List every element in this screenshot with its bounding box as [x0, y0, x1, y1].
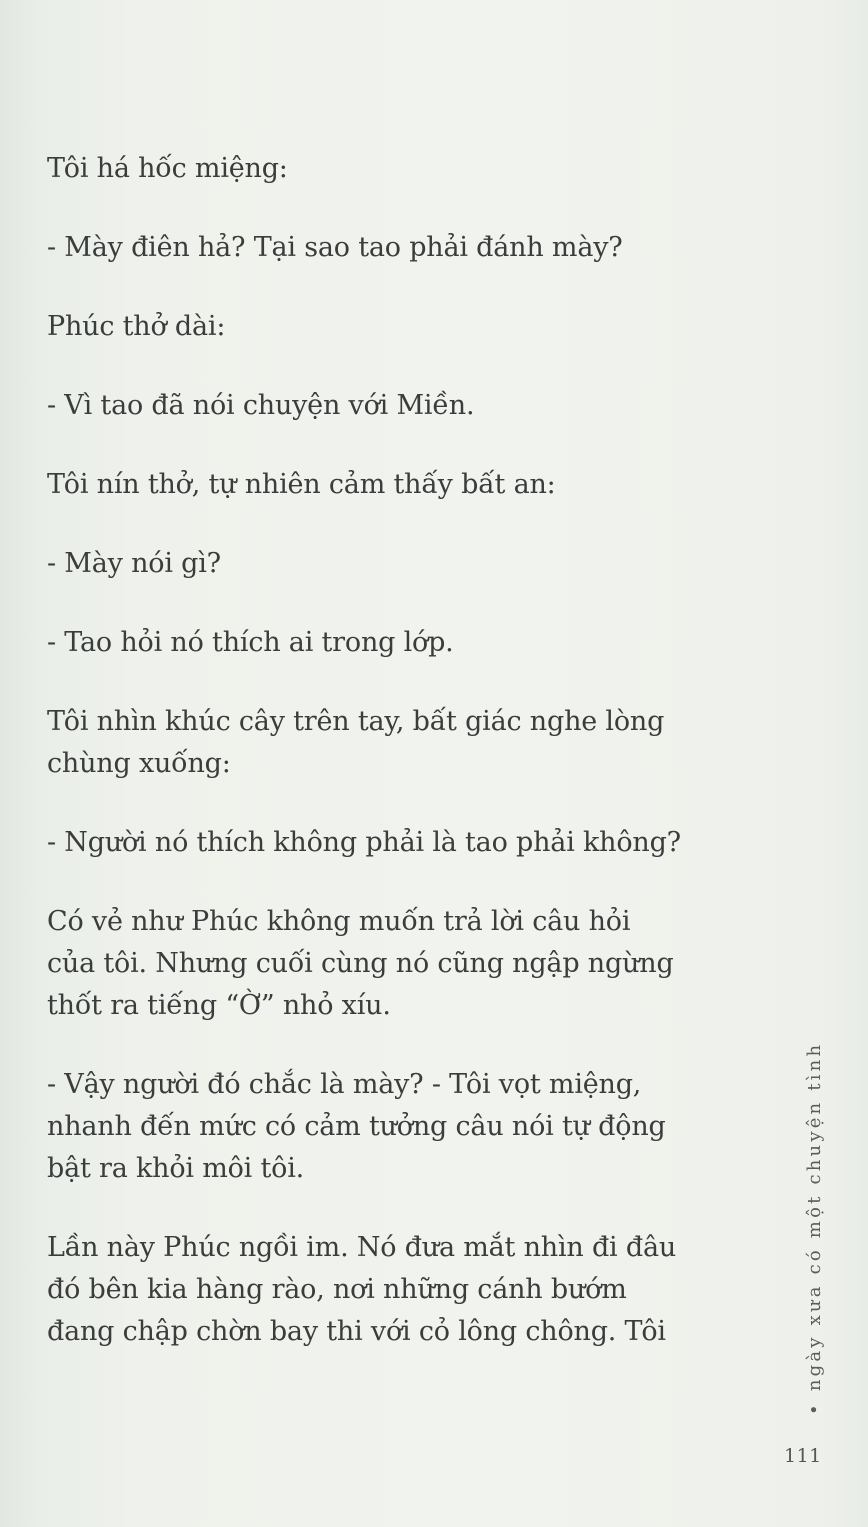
- text-line: của tôi. Nhưng cuối cùng nó cũng ngập ngừng: [47, 948, 674, 979]
- paragraph: [47, 385, 727, 427]
- text-line: bật ra khỏi môi tôi.: [47, 1153, 305, 1184]
- paragraph: [47, 822, 727, 864]
- paragraph: [47, 901, 727, 1027]
- paragraph: [47, 622, 727, 664]
- page-number: 111: [784, 1445, 822, 1467]
- running-head-text: [804, 1042, 825, 1415]
- paragraph: [47, 1227, 727, 1353]
- text-line: - Tao hỏi nó thích ai trong lớp.: [47, 627, 454, 658]
- text-line: Tôi nín thở, tự nhiên cảm thấy bất an:: [47, 469, 556, 500]
- paragraph: [47, 306, 727, 348]
- text-line: thốt ra tiếng “Ờ” nhỏ xíu.: [47, 990, 391, 1021]
- text-line: chùng xuống:: [47, 748, 231, 779]
- paragraph: [47, 1064, 727, 1190]
- text-line: - Vì tao đã nói chuyện với Miền.: [47, 390, 475, 421]
- running-head: [798, 975, 858, 1415]
- paragraph: [47, 701, 727, 785]
- text-line: đó bên kia hàng rào, nơi những cánh bướm: [47, 1274, 627, 1305]
- text-line: - Vậy người đó chắc là mày? - Tôi vọt miệng,: [47, 1069, 642, 1100]
- text-line: Phúc thở dài:: [47, 311, 226, 342]
- body-text: [47, 148, 727, 1390]
- text-line: - Mày điên hả? Tại sao tao phải đánh mày?: [47, 232, 623, 263]
- text-line: - Người nó thích không phải là tao phải không?: [47, 827, 681, 858]
- text-line: Lần này Phúc ngồi im. Nó đưa mắt nhìn đi đâu: [47, 1232, 677, 1263]
- text-line: Tôi há hốc miệng:: [47, 153, 288, 184]
- text-line: - Mày nói gì?: [47, 548, 221, 579]
- paragraph: [47, 464, 727, 506]
- text-line: nhanh đến mức có cảm tưởng câu nói tự động: [47, 1111, 666, 1142]
- text-line: đang chập chờn bay thi với cỏ lông chông. Tôi: [47, 1316, 666, 1347]
- text-line: Tôi nhìn khúc cây trên tay, bất giác nghe lòng: [47, 706, 665, 737]
- running-head-bullet: •: [804, 1401, 825, 1415]
- paragraph: [47, 148, 727, 190]
- text-line: Có vẻ như Phúc không muốn trả lời câu hỏi: [47, 906, 631, 937]
- paragraph: [47, 543, 727, 585]
- paragraph: [47, 227, 727, 269]
- running-head-title: ngày xưa có một chuyện tình: [804, 1041, 825, 1392]
